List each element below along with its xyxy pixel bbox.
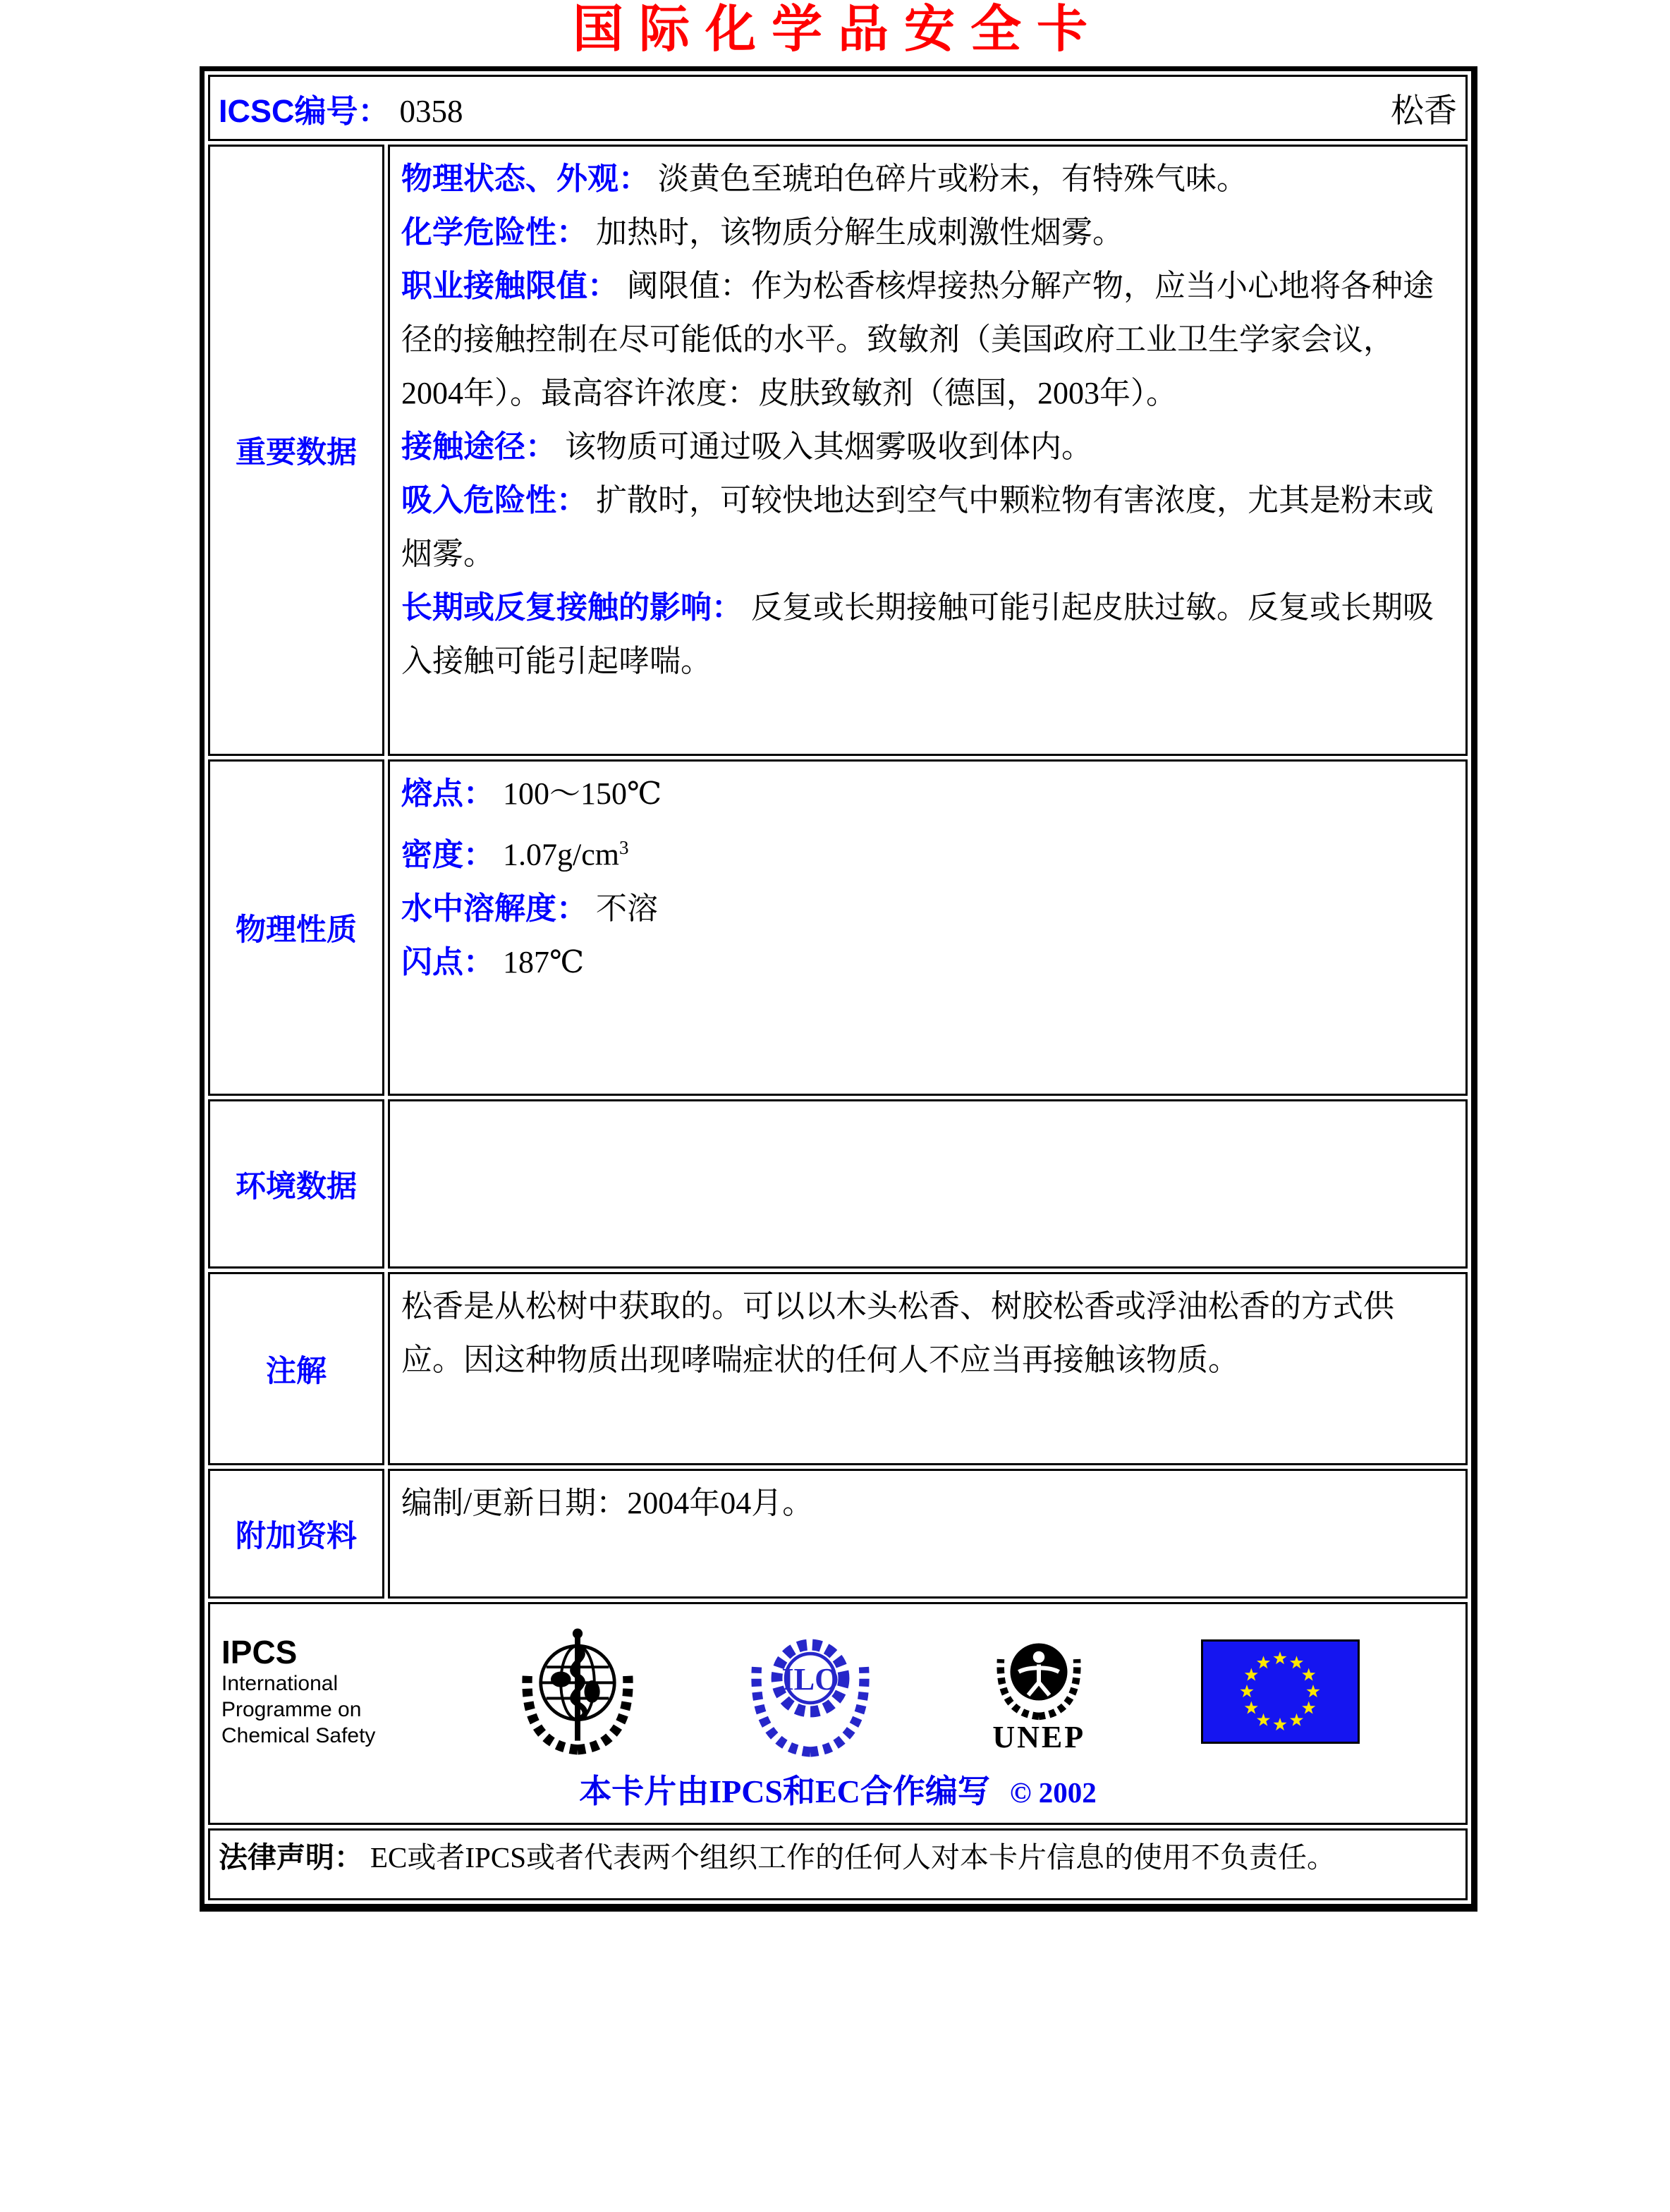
field-occupational-limits: 职业接触限值： 阈限值：作为松香核焊接热分解产物，应当小心地将各种途径的接触控制在尽可能低的水平。致敏剂（美国政府工业卫生学家会议，2004年）。最高容许浓度：皮肤致敏剂（德国，2003年）。 [401, 269, 1434, 410]
field-longterm-effects: 长期或反复接触的影响： 反复或长期接触可能引起皮肤过敏。反复或长期吸入接触可能引起哮喘。 [401, 590, 1434, 678]
unep-block [975, 1630, 1102, 1753]
row-legal [208, 1828, 1468, 1900]
eu-flag-icon [1201, 1639, 1360, 1744]
ipcs-title: IPCS [221, 1634, 298, 1670]
field-chemical-danger: 化学危险性： 加热时，该物质分解生成刺激性烟雾。 [401, 215, 1123, 250]
ilo-logo-icon [743, 1625, 877, 1759]
row-important-data [208, 145, 1468, 756]
legal-notice [208, 1828, 1468, 1900]
page-title: 国际化学品安全卡 [572, 1, 1103, 58]
field-melting-point: 熔点： 100～150℃ [401, 776, 662, 811]
icsc-number-group [219, 85, 463, 131]
row-additional-info [208, 1469, 1468, 1599]
field-physical-state: 物理状态、外观： 淡黄色至琥珀色碎片或粉末，有特殊气味。 [401, 161, 1248, 196]
notes-text: 松香是从松树中获取的。可以以木头松香、树胶松香或浮油松香的方式供应。因这种物质出现哮喘症状的任何人不应当再接触该物质。 [401, 1289, 1394, 1377]
field-inhalation-risk: 吸入危险性： 扩散时，可较快地达到空气中颗粒物有害浓度，尤其是粉末或烟雾。 [401, 483, 1434, 571]
field-density: 密度： $1.07g/cm^3$ [401, 837, 629, 872]
field-exposure-routes: 接触途径： 该物质可通过吸入其烟雾吸收到体内。 [401, 429, 1092, 464]
logo-row [210, 1616, 1465, 1764]
row-physical-properties [208, 759, 1468, 1096]
field-flash-point: 闪点： 187℃ [401, 944, 585, 979]
section-label-physical: 物理性质 [208, 759, 384, 1096]
icsc-card-table [200, 66, 1477, 1912]
ipcs-block: IPCS International Programme on Chemical Safety [221, 1634, 412, 1749]
icsc-card-page [0, 1, 1670, 2212]
footer-caption: 本卡片由IPCS和EC合作编写 © 2002 [579, 1773, 1097, 1809]
unep-logo-icon [975, 1630, 1102, 1725]
icsc-number-value: 0358 [399, 93, 463, 129]
legal-text: EC或者IPCS或者代表两个组织工作的任何人对本卡片信息的使用不负责任。 [370, 1841, 1336, 1874]
who-logo-icon [511, 1625, 645, 1759]
row-environmental-data [208, 1099, 1468, 1269]
copyright: © 2002 [1009, 1776, 1097, 1809]
unep-label: UNEP [992, 1720, 1086, 1754]
svg-text:ILO: ILO [781, 1661, 839, 1697]
section-label-additional: 附加资料 [208, 1469, 384, 1599]
chemical-name: 松香 [1391, 92, 1457, 130]
row-notes [208, 1272, 1468, 1465]
section-content-notes [388, 1272, 1468, 1465]
section-content-additional [388, 1469, 1468, 1599]
section-content-physical [388, 759, 1468, 1096]
section-label-notes: 注解 [208, 1272, 384, 1465]
section-content-environmental [388, 1099, 1468, 1269]
row-footer-logos [208, 1602, 1468, 1825]
section-label-environmental: 环境数据 [208, 1099, 384, 1269]
section-label-important: 重要数据 [208, 145, 384, 756]
section-content-important [388, 145, 1468, 756]
legal-label: 法律声明： [219, 1841, 363, 1874]
icsc-number-label: ICSC编号： [219, 92, 390, 129]
field-water-solubility: 水中溶解度： 不溶 [401, 891, 658, 926]
header-row [208, 75, 1468, 141]
additional-text: 编制/更新日期：2004年04月。 [401, 1486, 814, 1520]
